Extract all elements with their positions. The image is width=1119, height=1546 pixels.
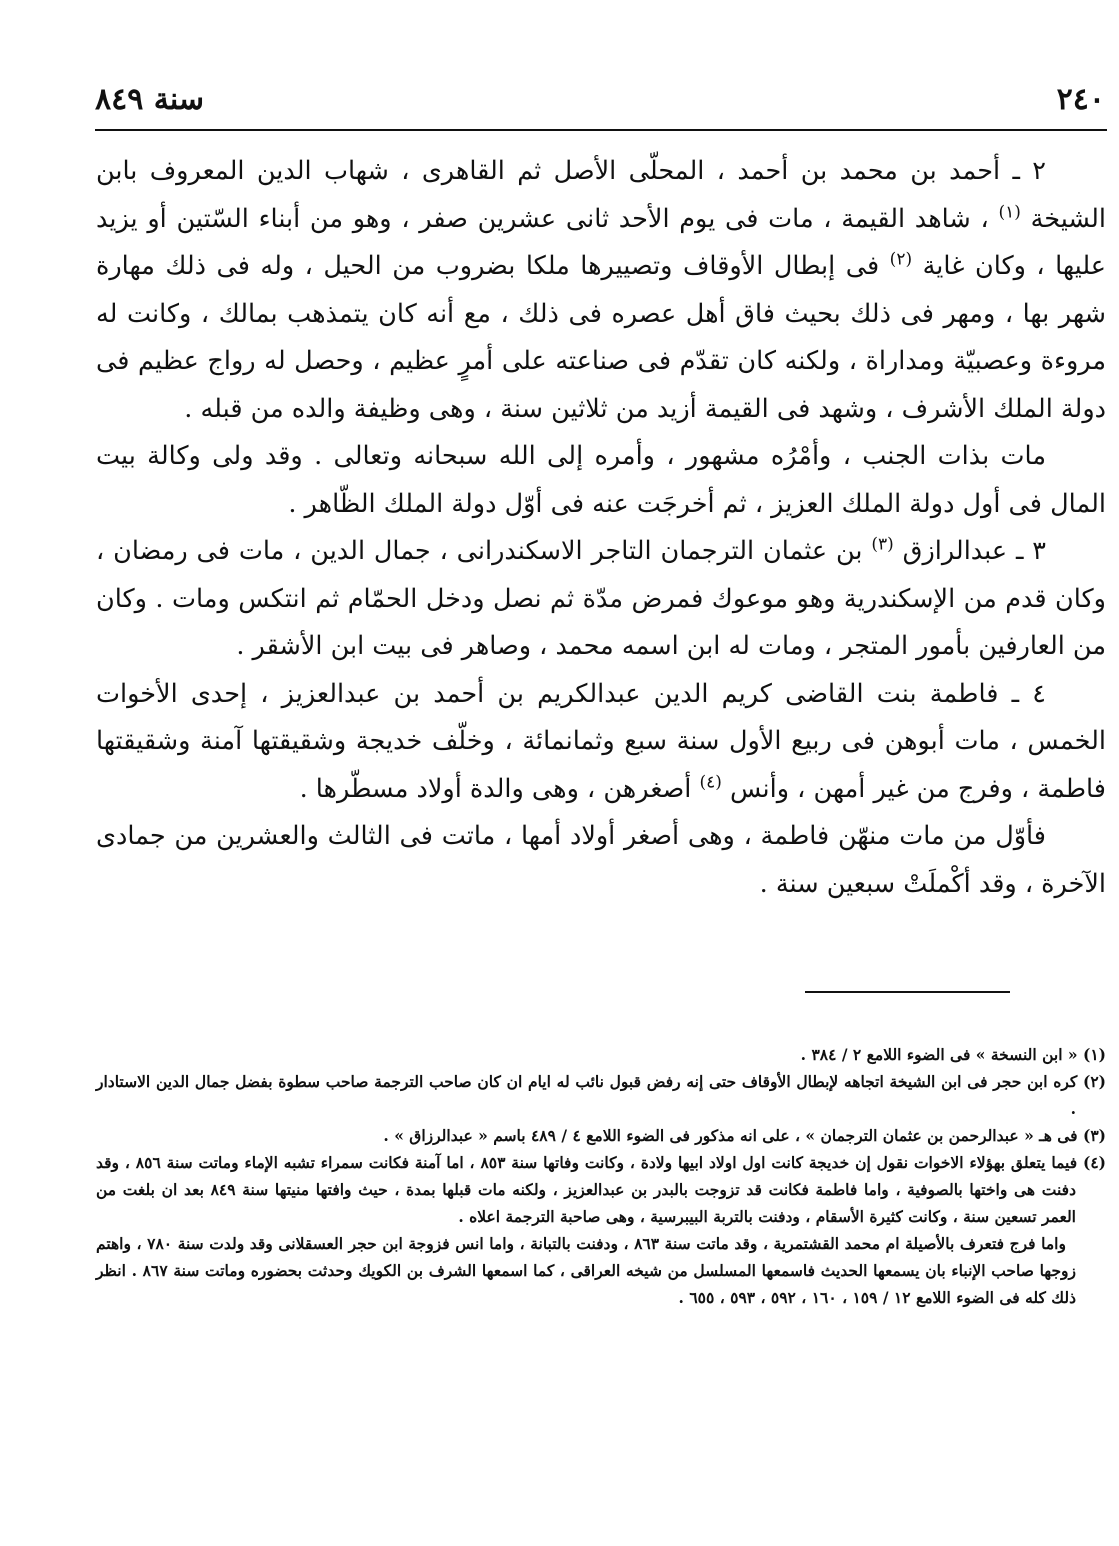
paragraph-entry-4-cont: فأوّل من مات منهّن فاطمة ، وهى أصغر أولاد أمها ، ماتت فى الثالث والعشرين من جمادى الآخرة ، وقد أكْملَتْ سبعين سنة . [96,821,1106,899]
footnote-1: (١) « ابن النسخة » فى الضوء اللامع ٢ / ٣٨٤ . [800,1045,1106,1064]
paragraph-entry-2 [96,148,1106,433]
footnote-separator [805,991,1010,993]
running-head: سنة ٨٤٩ [95,82,205,117]
footnote-ref-3: (٣) [871,534,894,555]
paragraph-entry-2-death: مات بذات الجنب ، وأمْرُه مشهور ، وأمره إلى الله سبحانه وتعالى . وقد ولى وكالة بيت المال فى أول دولة الملك العزيز ، ثم أخرجَت عنه فى أوّل دولة الملك الظّاهر . [96,441,1106,519]
footnote-ref-1: (١) [998,202,1021,222]
entry-2-text-b: ، شاهد القيمة ، مات فى يوم الأحد ثانى عشرين صفر ، وهو من أبناء السّتين أو يزيد عليها ، وكان غاية [96,203,1107,281]
entry-3-text-b: بن عثمان الترجمان التاجر الاسكندرانى ، جمال الدين ، مات فى رمضان ، وكان قدم من الإسكندرية وهو موعوك فمرض مدّة ثم نصل ودخل الحمّام ثم انتكس ومات . وكان من العارفين بأمور المتجر ، ومات له ابن اسمه محمد ، وصاهر فى بيت ابن الأشقر . [96,536,1106,661]
entry-2-text-a: ٢ ـ أحمد بن محمد بن أحمد ، المحلّى الأصل ثم القاهرى ، شهاب الدين المعروف بابن الشيخة [96,156,1107,234]
footnote-2: (٢) كره ابن حجر فى ابن الشيخة اتجاهه لإبطال الأوقاف حتى إنه رفض قبول نائب له ايام ان كان صاحب الترجمة صاحب سطوة بفضل جمال الدين الاستادار . [96,1072,1106,1118]
footnotes [96,1041,1106,1311]
paragraph-entry-3 [96,528,1106,671]
page-header [95,78,1105,118]
page-number: ٢٤٠ [1056,82,1105,117]
footnote-ref-4: (٤) [699,772,722,792]
entry-4-text-b: أصغرهن ، وهى والدة أولاد مسطّرها . [299,773,692,804]
main-text [96,148,1106,908]
footnote-4-continued: واما فرج فتعرف بالأصيلة ام محمد القشتمرية ، وقد ماتت سنة ٨٦٣ ، ودفنت بالتبانة ، واما انس فزوجة ابن حجر العسقلانى وقد ولدت سنة ٧٨٠ ، واهتم زوجها صاحب الإنباء بان يسمعها الحديث فاسمعها المسلسل من شيخه العراقى ، كما اسمعها الشرف بن الكويك وحدثت بحضوره وماتت سنة ٨٦٧ . انظر ذلك كله فى الضوء اللامع ١٢ / ١٥٩ ، ١٦٠ ، ٥٩٢ ، ٥٩٣ ، ٦٥٥ . [96,1234,1077,1307]
entry-2-text-c: فى إبطال الأوقاف وتصييرها ملكا بضروب من الحيل ، وله فى ذلك مهارة شهر بها ، ومهر فى ذلك بحيث فاق أهل عصره فى ذلك ، مع أنه كان يتمذهب بمالك ، وكانت له مروءة وعصبيّة ومداراة ، ولكنه كان تقدّم فى صناعته على أمرٍ عظيم ، وحصل له رواج عظيم فى دولة الملك الأشرف ، وشهد فى القيمة أزيد من ثلاثين سنة ، وهى وظيفة والده من قبله . [96,251,1106,424]
footnote-4: (٤) فيما يتعلق بهؤلاء الاخوات نقول إن خديجة كانت اول اولاد ابيها ولادة ، وكانت وفاتها سنة ٨٥٣ ، اما آمنة فكانت سمراء تشبه الإماء وماتت سنة ٨٥٦ ، وقد دفنت هى واختها بالصوفية ، واما فاطمة فكانت قد تزوجت بالبدر بن عبدالعزيز ، ولكنه مات قبلها بمدة ، حيث وافتها منيتها سنة ٨٤٩ بعد ان بلغت من العمر تسعين سنة ، وكانت كثيرة الأسقام ، ودفنت بالتربة البيبرسية ، وهى صاحبة الترجمة اعلاه . [96,1153,1106,1226]
footnote-ref-2: (٢) [889,249,913,270]
footnote-3: (٣) فى هـ « عبدالرحمن بن عثمان الترجمان » ، على انه مذكور فى الضوء اللامع ٤ / ٤٨٩ باسم « عبدالرزاق » . [383,1126,1106,1145]
entry-3-text-a: ٣ ـ عبدالرازق [902,536,1046,566]
entry-4-text-a: ٤ ـ فاطمة بنت القاضى كريم الدين عبدالكريم بن أحمد بن عبدالعزيز ، إحدى الأخوات الخمس ، مات أبوهن فى ربيع الأول سنة سبع وثمانمائة ، وخلّف خديجة وشقيقتها آمنة وشقيقتها فاطمة ، وفرج من غير أمهن ، وأنس [96,678,1106,804]
header-rule [95,129,1107,131]
paragraph-entry-4 [96,671,1106,814]
